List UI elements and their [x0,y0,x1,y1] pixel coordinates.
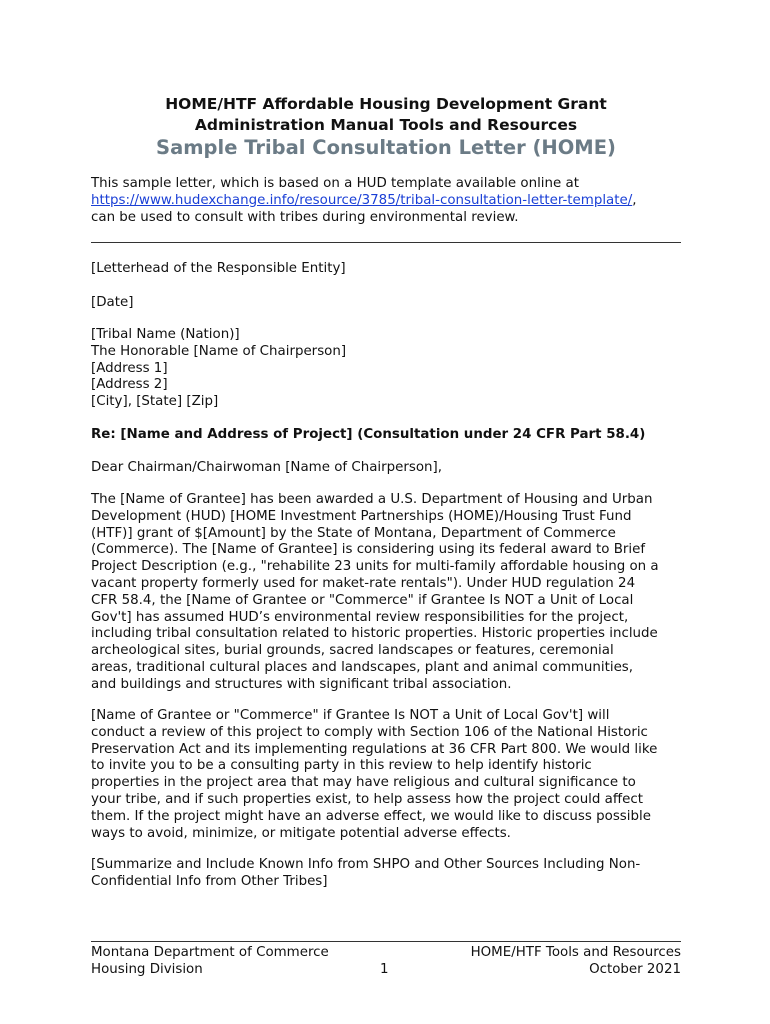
paragraph-line: Project Description (e.g., "rehabilite 23 units for multi-family affordable housing on a [91,559,659,575]
paragraph-line: including tribal consultation related to historic properties. Historic properties include [91,626,658,642]
paragraph-line: Confidential Info from Other Tribes] [91,873,328,889]
paragraph-line: CFR 58.4, the [Name of Grantee or "Commerce" if Grantee Is NOT a Unit of Local [91,592,634,608]
paragraph-line: ways to avoid, minimize, or mitigate potential adverse effects. [91,825,511,841]
footer-divider [91,941,681,942]
paragraph-line: Development (HUD) [HOME Investment Partnerships (HOME)/Housing Trust Fund [91,508,632,524]
paragraph-line: [Summarize and Include Known Info from SHPO and Other Sources Including Non- [91,857,641,872]
paragraph-line: your tribe, and if such properties exist, to help assess how the project could affect [91,791,643,807]
address-line: [Address 1] [91,360,168,376]
paragraph-line: vacant property formerly used for maket-rate rentals"). Under HUD regulation 24 [91,575,636,591]
footer-right [471,945,681,979]
paragraph-line: properties in the project area that may have religious and cultural significance to [91,775,636,791]
document-title-line2: Administration Manual Tools and Resources [194,116,578,134]
paragraph-line: (Commerce). The [Name of Grantee] is considering using its federal award to Brief [91,542,646,558]
paragraph-line: [Name of Grantee or "Commerce" if Grantee Is NOT a Unit of Local Gov't] will [91,708,610,723]
paragraph-line: and buildings and structures with significant tribal association. [91,676,512,692]
intro-line: can be used to consult with tribes during environmental review. [91,209,519,225]
paragraph-line: (HTF)] grant of $[Amount] by the State of Montana, Department of Commerce [91,525,616,541]
page-number: 1 [380,962,389,977]
hudexchange-link[interactable]: https://www.hudexchange.info/resource/3785/tribal-consultation-letter-template/ [91,192,633,208]
section-divider [91,242,681,243]
document-subtitle: Sample Tribal Consultation Letter (HOME) [156,136,616,159]
date-placeholder: [Date] [91,295,134,310]
address-line: [Address 2] [91,377,168,393]
footer-division: Housing Division [91,961,203,977]
paragraph-line: to invite you to be a consulting party in this review to help identify historic [91,758,592,774]
paragraph-line: archeological sites, burial grounds, sacred landscapes or features, ceremonial [91,643,614,659]
intro-link-line [91,193,683,210]
address-line: [Tribal Name (Nation)] [91,327,240,342]
paragraph-line: Preservation Act and its implementing regulations at 36 CFR Part 800. We would like [91,741,658,757]
document-title-line1: HOME/HTF Affordable Housing Development Grant [165,95,607,113]
recipient-address [91,327,683,411]
re-line: Re: [Name and Address of Project] (Consultation under 24 CFR Part 58.4) [91,427,646,442]
salutation: Dear Chairman/Chairwoman [Name of Chairperson], [91,460,443,475]
footer-org: Montana Department of Commerce [91,945,329,960]
paragraph-line: conduct a review of this project to comply with Section 106 of the National Historic [91,724,648,740]
intro-line: This sample letter, which is based on a HUD template available online at [91,176,579,191]
body-paragraph-3 [91,857,683,891]
footer-doc-title: HOME/HTF Tools and Resources [470,945,681,960]
paragraph-line: them. If the project might have an adverse effect, we would like to discuss possible [91,808,651,824]
paragraph-line: The [Name of Grantee] has been awarded a U.S. Department of Housing and Urban [91,492,653,507]
intro-link-suffix: , [632,192,637,208]
paragraph-line: Gov't] has assumed HUD’s environmental review responsibilities for the project, [91,609,629,625]
body-paragraph-1 [91,492,683,694]
address-line: [City], [State] [Zip] [91,394,219,410]
body-paragraph-2 [91,708,683,842]
address-line: The Honorable [Name of Chairperson] [91,343,347,359]
footer-left [91,945,329,979]
letterhead-placeholder: [Letterhead of the Responsible Entity] [91,261,346,276]
intro-paragraph [91,176,683,226]
footer-date: October 2021 [589,961,681,977]
paragraph-line: areas, traditional cultural places and landscapes, plant and animal communities, [91,659,634,675]
